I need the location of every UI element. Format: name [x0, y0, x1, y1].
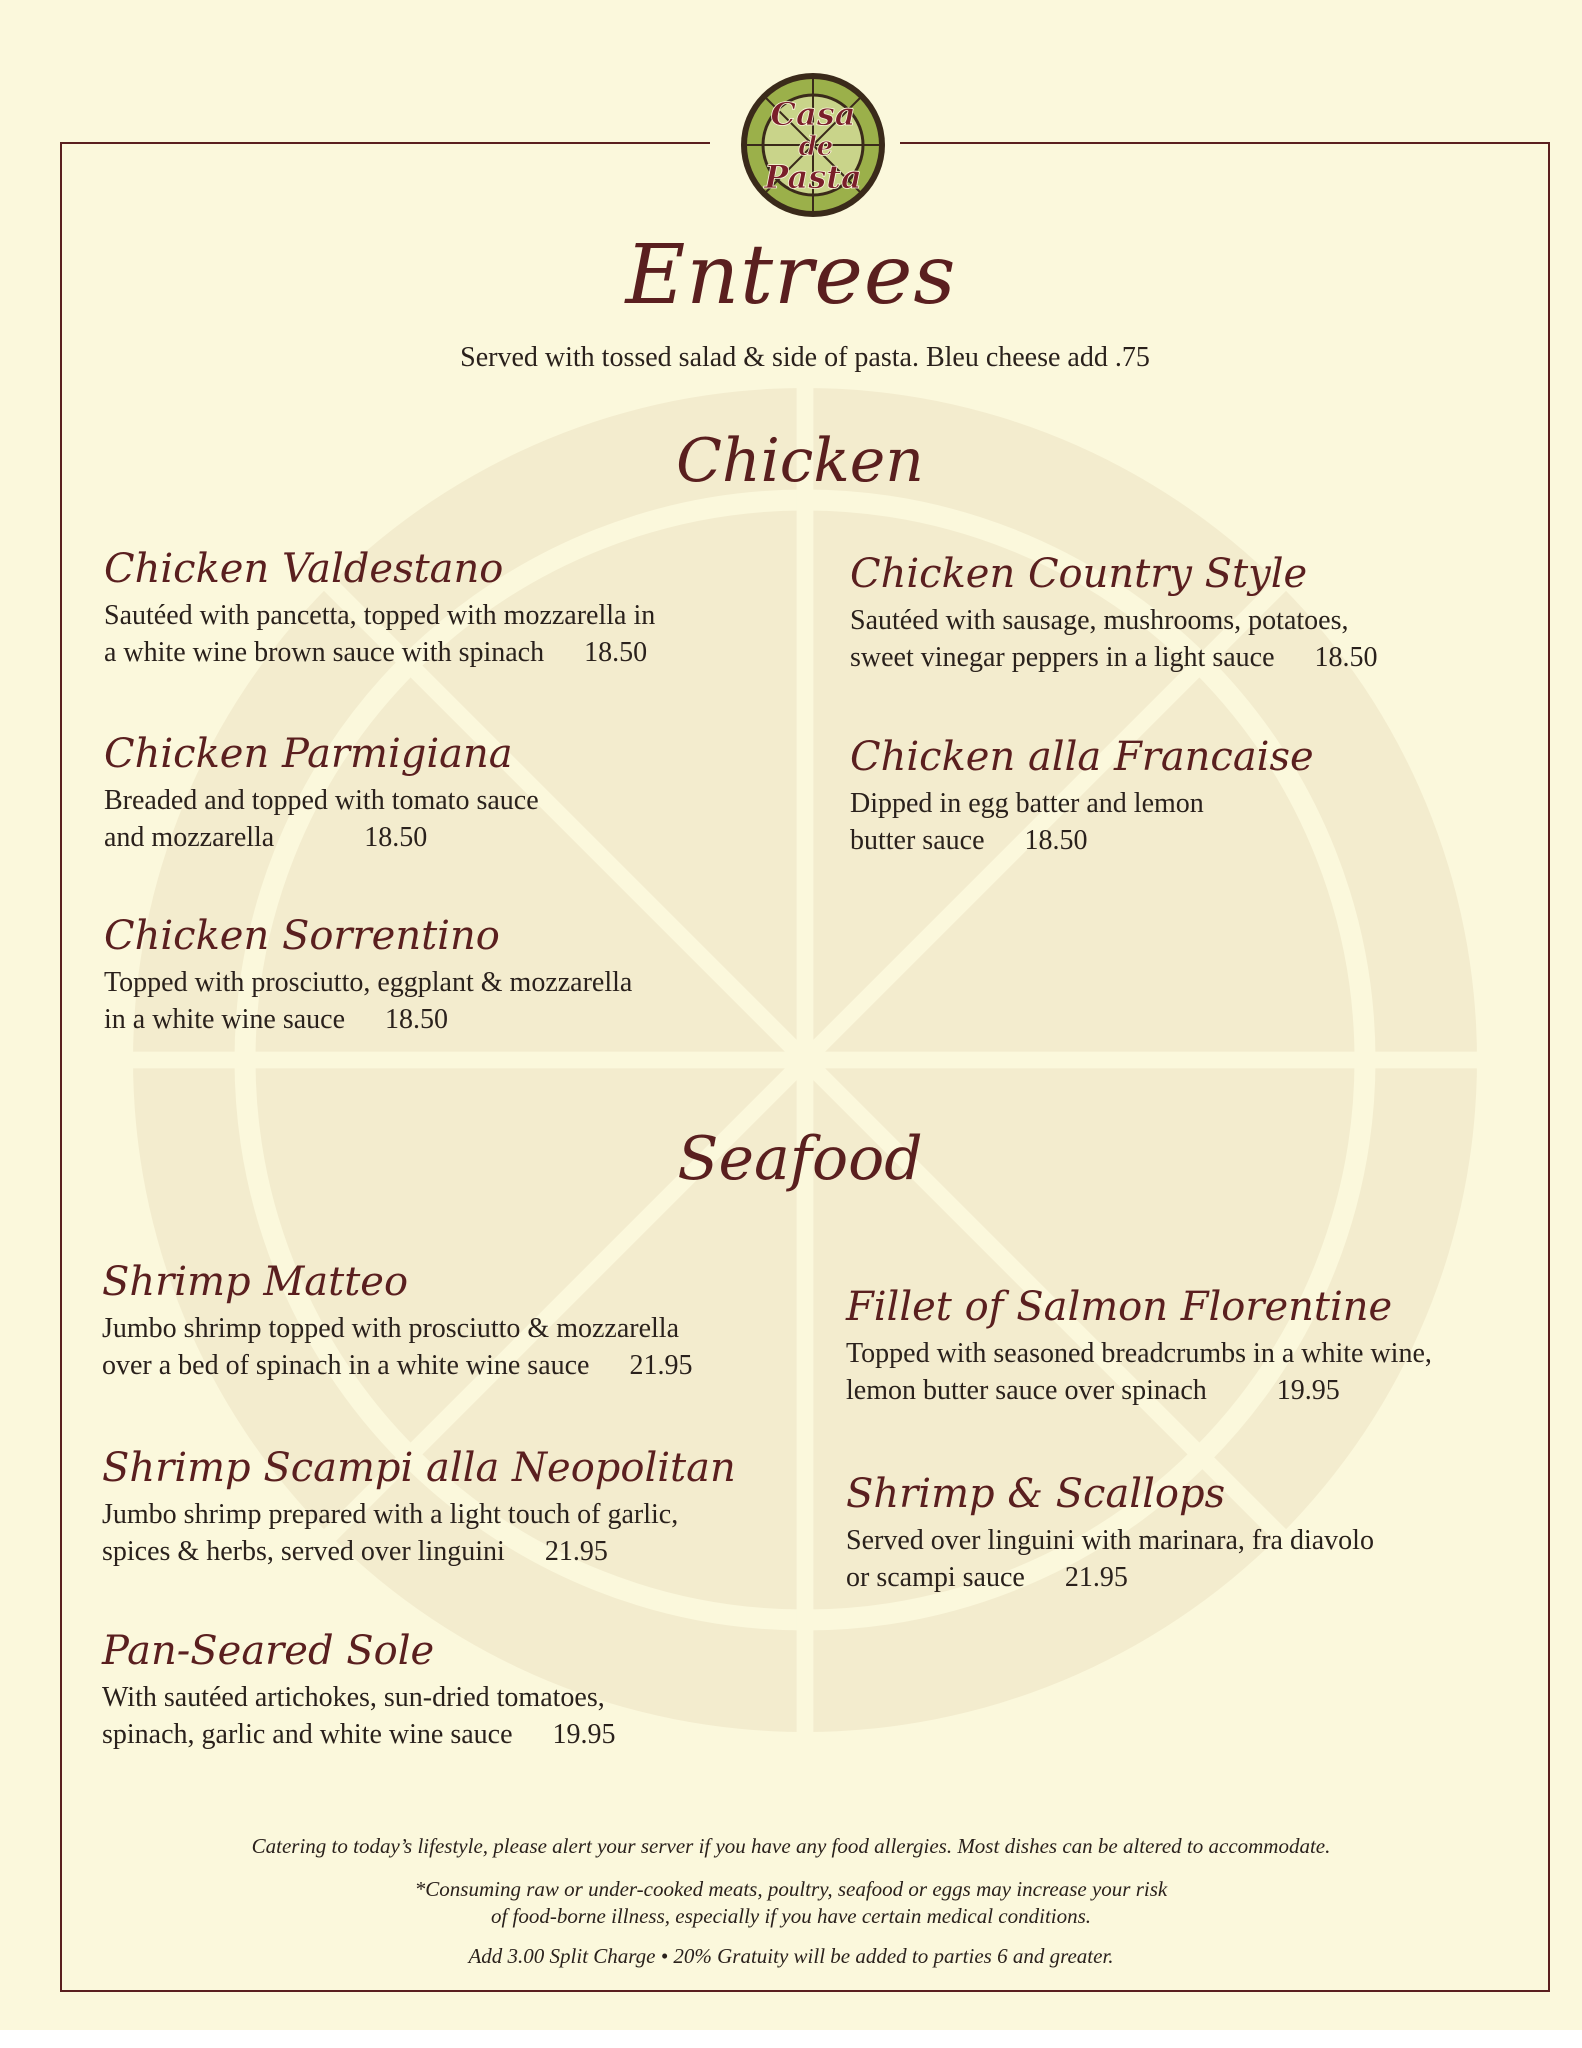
item-price: 21.95 [544, 1536, 608, 1567]
item-description-line: in a white wine sauce [104, 1004, 346, 1035]
item-name: Chicken Valdestano [104, 546, 504, 592]
item-price: 18.50 [584, 637, 648, 668]
item-name: Pan-Seared Sole [102, 1628, 435, 1674]
item-description-line: Sautéed with sausage, mushrooms, potatoes, [850, 605, 1349, 636]
chicken-heading: Chicken [676, 426, 924, 496]
menu-item-pan-seared-sole [102, 1627, 742, 1753]
item-description-line: Sautéed with pancetta, topped with mozzarella in [104, 600, 656, 631]
item-description-line: lemon butter sauce over spinach [846, 1375, 1207, 1406]
item-name: Chicken alla Francaise [850, 734, 1314, 780]
menu-item-shrimp-scampi [102, 1444, 742, 1570]
item-name: Fillet of Salmon Florentine [846, 1284, 1393, 1330]
item-name: Shrimp Scampi alla Neopolitan [102, 1445, 736, 1491]
menu-item-shrimp-matteo [102, 1258, 742, 1384]
item-description-line: Breaded and topped with tomato sauce [104, 785, 539, 816]
menu-item-chicken-sorrentino [104, 912, 744, 1038]
item-price: 18.50 [385, 1004, 449, 1035]
seafood-heading: Seafood [677, 1124, 923, 1194]
item-description-line: butter sauce [850, 825, 985, 856]
scan-edge [0, 2030, 1582, 2048]
item-name: Shrimp & Scallops [846, 1471, 1226, 1517]
consumption-warning-continued: of food-borne illness, especially if you have certain medical conditions. [490, 1904, 1092, 1928]
casa-de-pasta-logo [738, 70, 888, 220]
item-price: 18.50 [1024, 825, 1088, 856]
item-description-line: spices & herbs, served over linguini [102, 1536, 505, 1567]
consumption-warning: *Consuming raw or under-cooked meats, poultry, seafood or eggs may increase your risk [414, 1877, 1168, 1901]
menu-item-chicken-alla-francaise [850, 733, 1490, 859]
item-name: Chicken Sorrentino [104, 913, 500, 959]
item-description-line: Topped with prosciutto, eggplant & mozzarella [104, 967, 633, 998]
item-price: 21.95 [629, 1350, 693, 1381]
page-subtitle: Served with tossed salad & side of pasta. Bleu cheese add .75 [460, 342, 1150, 373]
item-description-line: spinach, garlic and white wine sauce [102, 1719, 513, 1750]
split-charge-gratuity: Add 3.00 Split Charge • 20% Gratuity will be added to parties 6 and greater. [468, 1944, 1114, 1968]
menu-item-salmon-florentine [846, 1283, 1526, 1409]
item-description-line: Served over linguini with marinara, fra diavolo [846, 1525, 1374, 1556]
item-price: 19.95 [1276, 1375, 1340, 1406]
item-description-line: Topped with seasoned breadcrumbs in a white wine, [846, 1338, 1432, 1369]
item-price: 18.50 [364, 822, 428, 853]
item-description-line: Jumbo shrimp topped with prosciutto & mozzarella [102, 1313, 680, 1344]
page-title: Entrees [625, 228, 957, 323]
item-name: Shrimp Matteo [102, 1259, 409, 1305]
item-description-line: over a bed of spinach in a white wine sauce [102, 1350, 590, 1381]
menu-item-shrimp-and-scallops [846, 1470, 1486, 1596]
item-description-line: Dipped in egg batter and lemon [850, 788, 1204, 819]
item-name: Chicken Country Style [850, 551, 1308, 597]
item-description-line: a white wine brown sauce with spinach [104, 637, 545, 668]
item-price: 21.95 [1064, 1562, 1128, 1593]
item-description-line: With sautéed artichokes, sun-dried tomatoes, [102, 1682, 605, 1713]
item-description-line: sweet vinegar peppers in a light sauce [850, 642, 1275, 673]
item-description-line: and mozzarella [104, 822, 275, 853]
logo-word-de: de [798, 132, 834, 162]
menu-item-chicken-country-style [850, 550, 1490, 676]
item-description-line: or scampi sauce [846, 1562, 1025, 1593]
item-price: 19.95 [552, 1719, 616, 1750]
item-price: 18.50 [1314, 642, 1378, 673]
menu-item-chicken-valdestano [104, 545, 744, 671]
allergy-notice: Catering to today’s lifestyle, please alert your server if you have any food allergies. Most dishes can be altered to accommodate. [251, 1834, 1331, 1858]
logo-word-casa: Casa [770, 95, 856, 133]
item-description-line: Jumbo shrimp prepared with a light touch of garlic, [102, 1499, 679, 1530]
logo-word-pasta: Pasta [764, 158, 862, 196]
menu-item-chicken-parmigiana [104, 730, 744, 856]
item-name: Chicken Parmigiana [104, 731, 513, 777]
